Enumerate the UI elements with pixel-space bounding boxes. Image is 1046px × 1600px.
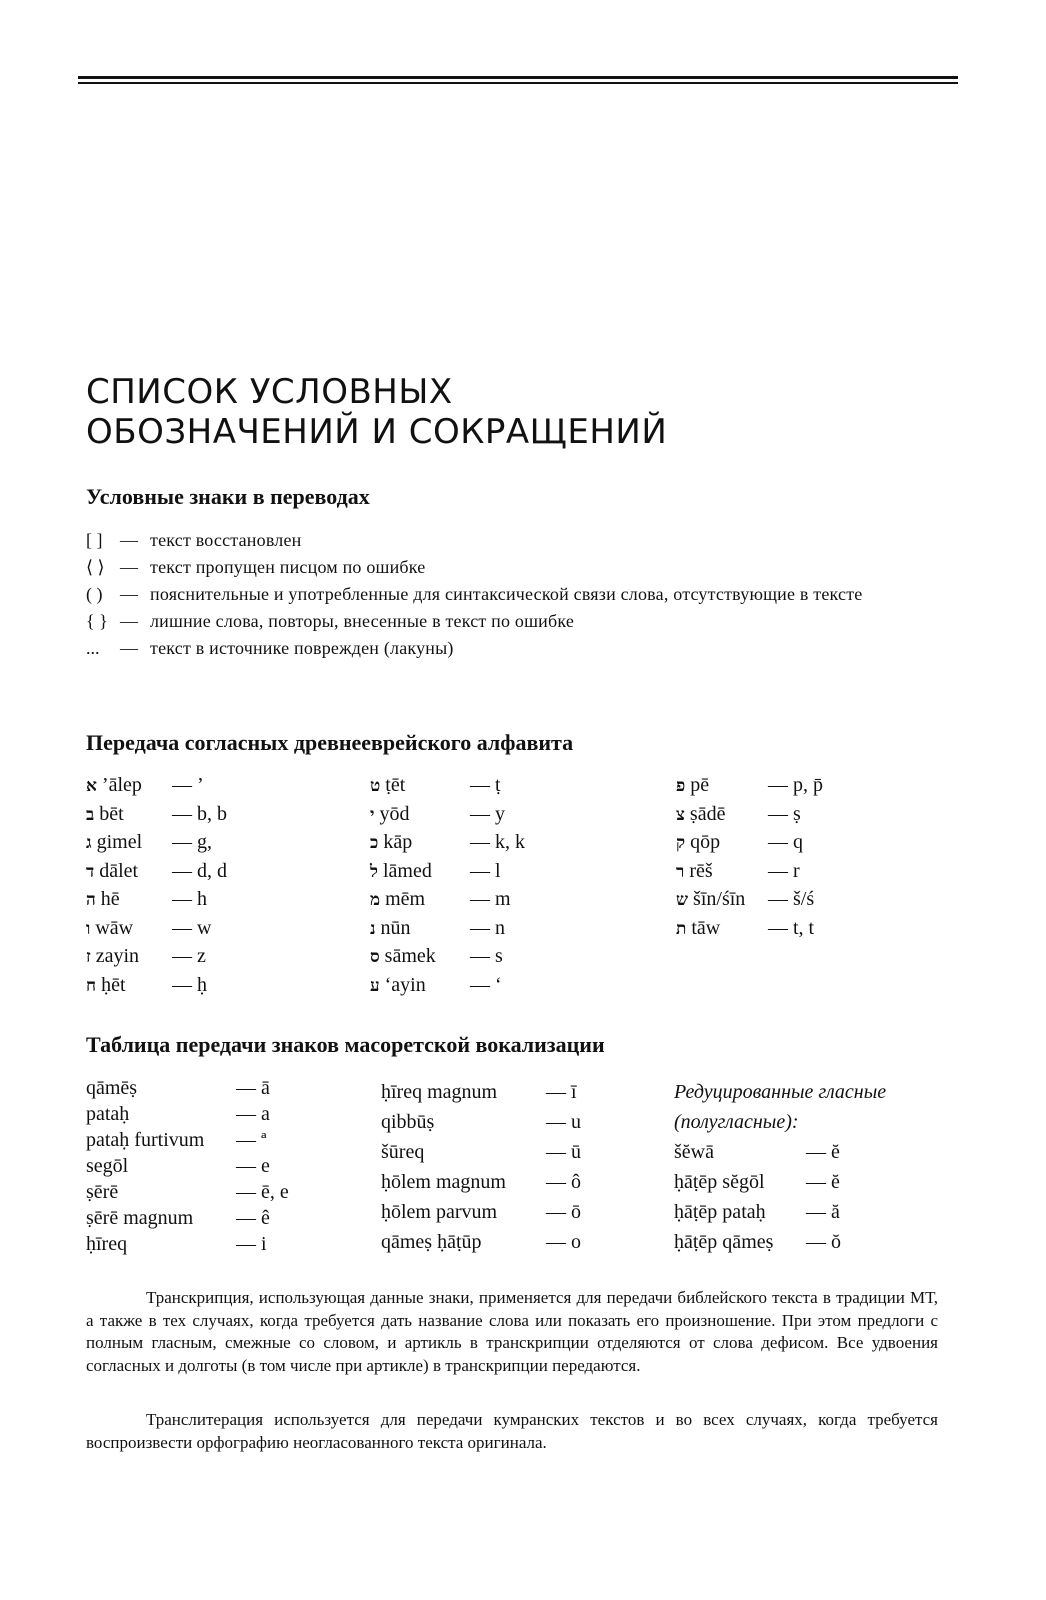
consonant-row: ס sāmek — s (370, 945, 503, 967)
consonant-row: ק qōp — q (676, 831, 803, 853)
consonant-row: נ nūn — n (370, 916, 505, 939)
consonant-row: ה hē — h (86, 888, 207, 910)
vowel-row: qāmeṣ ḥāṭūp — o (381, 1231, 581, 1253)
title-line-2: ОБОЗНАЧЕНИЙ И СОКРАЩЕНИЙ (86, 412, 668, 452)
vowels-column-2 (381, 1077, 581, 1257)
consonants-column-1 (86, 772, 227, 1000)
sign-item: [ ] — текст восстановлен (86, 530, 302, 550)
vowel-row: qibbūṣ — u (381, 1111, 581, 1133)
vowel-row: ḥāṭēp sĕgōl — ĕ (674, 1171, 840, 1193)
consonant-row: ע ‘ayin — ‘ (370, 973, 502, 996)
signs-heading: Условные знаки в переводах (86, 484, 370, 509)
sign-item: ⟨ ⟩ — текст пропущен писцом по ошибке (86, 557, 426, 577)
vowel-row: pataḥ — a (86, 1103, 270, 1125)
consonants-column-2 (370, 772, 525, 1000)
vowel-row: qāmēṣ — ā (86, 1077, 270, 1099)
vowel-row: segōl — e (86, 1155, 270, 1177)
vowel-row: ṣērē — ē, e (86, 1181, 289, 1203)
vowel-row: ḥāṭēp pataḥ — ă (674, 1201, 840, 1223)
header-rule (78, 76, 958, 86)
vowel-row: ṣērē magnum — ê (86, 1207, 270, 1229)
signs-list (86, 527, 956, 662)
sign-item: ( ) — пояснительные и употребленные для синтаксической связи слова, отсутствующие в тексте (86, 584, 863, 604)
consonant-row: ז zayin — z (86, 945, 206, 967)
consonant-row: ד dālet — d, d (86, 859, 227, 882)
vowel-row: ḥōlem parvum — ō (381, 1201, 581, 1223)
consonant-row: צ ṣādē — ṣ (676, 802, 801, 825)
consonant-row: ב bēt — b, b (86, 802, 227, 825)
vowel-row: pataḥ furtivum — ª (86, 1129, 267, 1151)
vowel-row: šĕwā — ĕ (674, 1141, 840, 1163)
consonant-row: ו wāw — w (86, 916, 212, 939)
consonant-row: ח ḥēt — ḥ (86, 973, 207, 996)
vowel-row: ḥīreq magnum — ī (381, 1081, 577, 1103)
vowel-row: ḥīreq — i (86, 1233, 267, 1255)
reduced-vowels-header: Редуцированные гласные (полугласные): (674, 1081, 887, 1133)
transcription-paragraph: Транскрипция, использующая данные знаки, применяется для передачи библейского текста в традиции МТ, а также в тех случаях, когда требуется дать название слова или показать его произношение. При этом предлоги с полным гласным, смежные со словом, и артикль в транскрипции отделяются от слова дефисом. Все удвоения согласных и долготы (в том числе при артикле) в транскрипции передаются. (86, 1288, 938, 1375)
consonant-row: ט ṭēt — ṭ (370, 774, 501, 796)
vowels-column-1 (86, 1075, 289, 1257)
consonant-row: ג gimel — g, (86, 831, 212, 853)
consonant-row: י yōd — y (370, 802, 505, 825)
vowels-column-3 (674, 1077, 944, 1257)
page-title (86, 372, 667, 452)
vowel-row: ḥāṭēp qāmeṣ — ŏ (674, 1231, 841, 1253)
consonants-column-3 (676, 772, 823, 943)
sign-item: { } — лишние слова, повторы, внесенные в текст по ошибке (86, 611, 575, 631)
consonant-row: ל lāmed — l (370, 859, 501, 882)
vowel-row: ḥōlem magnum — ô (381, 1171, 581, 1193)
consonant-row: ת tāw — t, t (676, 916, 815, 939)
title-line-1: СПИСОК УСЛОВНЫХ (86, 372, 453, 412)
consonant-row: ר rēš — r (676, 859, 800, 882)
consonants-heading: Передача согласных древнееврейского алфавита (86, 730, 574, 755)
vowel-row: šūreq — ū (381, 1141, 581, 1163)
consonant-row: פ pē — p, p̄ (676, 774, 823, 796)
consonant-row: כ kāp — k, k (370, 831, 525, 853)
transliteration-paragraph: Транслитерация используется для передачи кумранских текстов и во всех случаях, когда требуется воспроизвести орфографию неогласованного текста оригинала. (86, 1410, 938, 1452)
consonant-row: א ’ālep — ’ (86, 774, 204, 796)
sign-item: ... — текст в источнике поврежден (лакуны) (86, 638, 454, 658)
consonant-row: ש šīn/śīn — š/ś (676, 888, 815, 910)
consonant-row: מ mēm — m (370, 888, 511, 910)
vowels-heading: Таблица передачи знаков масоретской вокализации (86, 1032, 605, 1057)
